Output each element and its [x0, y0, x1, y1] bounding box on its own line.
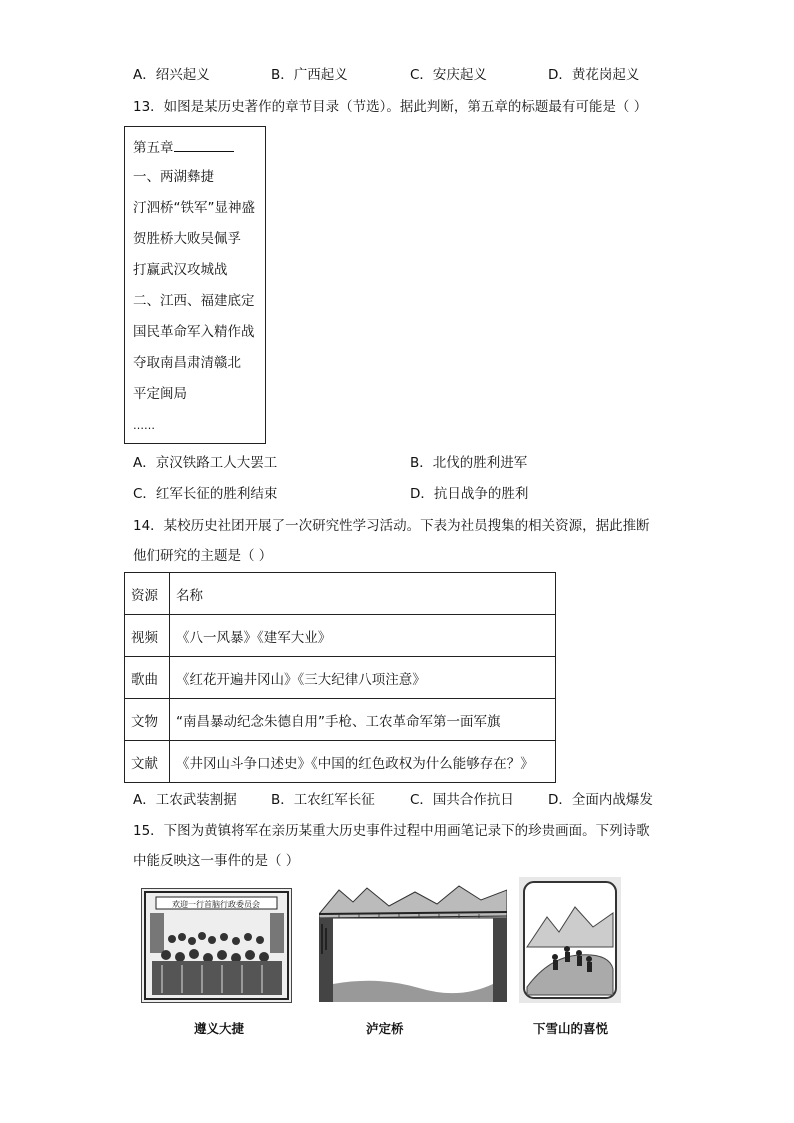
table-cell: 《红花开遍井冈山》《三大纪律八项注意》: [170, 657, 556, 699]
table-header-cell: 名称: [170, 573, 556, 615]
table-header-cell: 资源: [125, 573, 170, 615]
sketch-bridge-drawing: [319, 884, 507, 1002]
q13-option-d: D．抗日战争的胜利: [410, 486, 529, 502]
toc-line: 打赢武汉攻城战: [133, 262, 228, 278]
sketch-luding-bridge: [319, 884, 507, 1002]
sketch-snow-mountain: [519, 877, 621, 1003]
table-cell: 文献: [125, 741, 170, 783]
sketch-mountain-drawing: [519, 877, 621, 1003]
table-row: [125, 741, 556, 783]
table-cell: 歌曲: [125, 657, 170, 699]
q12-option-c: C．安庆起义: [410, 67, 487, 83]
toc-line: 国民革命军入精作战: [133, 324, 255, 340]
q12-option-d: D．黄花岗起义: [548, 67, 640, 83]
caption-zunyi: 遵义大捷: [194, 1021, 245, 1036]
q13-option-b: B．北伐的胜利进军: [410, 455, 528, 471]
sketch-zunyi-drawing: [142, 889, 291, 1002]
table-row: [125, 615, 556, 657]
q14-option-b: B．工农红军长征: [271, 792, 375, 808]
table-header-row: [125, 573, 556, 615]
toc-chapter-label: 第五章: [133, 140, 174, 156]
q15-stem-line1: 15．下图为黄镇将军在亲历某重大历史事件过程中用画笔记录下的珍贵画面。下列诗歌: [133, 823, 650, 839]
sketch-banner-text: 欢迎一行首脑行政委员会: [172, 900, 260, 909]
q13-option-c: C．红军长征的胜利结束: [133, 486, 278, 502]
toc-blank: [174, 137, 234, 152]
table-cell: 《八一风暴》《建军大业》: [170, 615, 556, 657]
q14-stem-line1: 14．某校历史社团开展了一次研究性学习活动。下表为社员搜集的相关资源，据此推断: [133, 518, 650, 534]
q14-option-d: D．全面内战爆发: [548, 792, 653, 808]
toc-line: 二、江西、福建底定: [133, 293, 255, 309]
toc-line: 贺胜桥大败吴佩孚: [133, 231, 241, 247]
q15-stem-line2: 中能反映这一事件的是（ ）: [133, 853, 300, 869]
q14-resource-table: [124, 572, 556, 783]
table-row: [125, 699, 556, 741]
toc-ellipsis: ……: [133, 419, 155, 432]
q14-option-a: A．工农武装割据: [133, 792, 237, 808]
table-cell: 《井冈山斗争口述史》《中国的红色政权为什么能够存在？》: [170, 741, 556, 783]
table-cell: 视频: [125, 615, 170, 657]
q14-option-c: C．国共合作抗日: [410, 792, 514, 808]
table-cell: 文物: [125, 699, 170, 741]
toc-chapter-title: [133, 137, 234, 157]
caption-luding-bridge: 泸定桥: [366, 1021, 404, 1036]
toc-line: 一、两湖彝捷: [133, 169, 214, 185]
q12-option-a: A．绍兴起义: [133, 67, 210, 83]
table-cell: “南昌暴动纪念朱德自用”手枪、工农革命军第一面军旗: [170, 699, 556, 741]
q13-stem: 13．如图是某历史著作的章节目录（节选）。据此判断，第五章的标题最有可能是（ ）: [133, 99, 648, 115]
q14-stem-line2: 他们研究的主题是（ ）: [133, 548, 273, 564]
q12-option-b: B．广西起义: [271, 67, 348, 83]
toc-line: 夺取南昌肃清赣北: [133, 355, 241, 371]
caption-snow-mountain: 下雪山的喜悦: [533, 1021, 609, 1036]
q13-option-a: A．京汉铁路工人大罢工: [133, 455, 278, 471]
toc-line: 平定闽局: [133, 386, 187, 402]
table-row: [125, 657, 556, 699]
sketch-zunyi-meeting: [141, 888, 292, 1003]
q13-toc-box: [124, 126, 266, 444]
toc-line: 汀泗桥“铁军”显神盛: [133, 200, 255, 216]
